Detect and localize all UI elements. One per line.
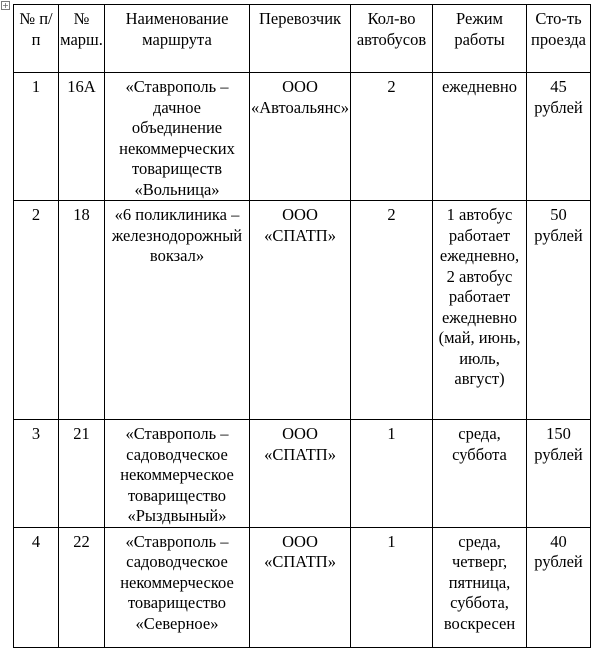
table-row	[14, 420, 591, 528]
cell-route: 22	[59, 527, 105, 647]
cell-num: 3	[14, 420, 59, 528]
cell-price: 45 рублей	[527, 73, 591, 201]
cell-num: 4	[14, 527, 59, 647]
header-buses: Кол-во автобусов	[351, 5, 433, 73]
cell-price: 50 рублей	[527, 201, 591, 420]
cell-num: 2	[14, 201, 59, 420]
cell-schedule: среда, суббота	[433, 420, 527, 528]
table-row	[14, 73, 591, 201]
cell-buses: 1	[351, 527, 433, 647]
header-row	[14, 5, 591, 73]
cell-buses: 2	[351, 201, 433, 420]
header-name: Наименование маршрута	[105, 5, 250, 73]
cell-schedule: ежедневно	[433, 73, 527, 201]
cell-name: «6 поликлиника – железнодорожный вокзал»	[105, 201, 250, 420]
header-price: Сто-ть проезда	[527, 5, 591, 73]
cell-route: 18	[59, 201, 105, 420]
cell-price: 150 рублей	[527, 420, 591, 528]
cell-carrier: ООО «СПАТП»	[250, 527, 351, 647]
cell-buses: 2	[351, 73, 433, 201]
routes-table	[13, 4, 591, 648]
header-carrier: Перевозчик	[250, 5, 351, 73]
cell-price: 40 рублей	[527, 527, 591, 647]
cell-route: 16А	[59, 73, 105, 201]
cell-name: «Ставрополь – садоводческое некоммерческое товарищество «Рыздвыный»	[105, 420, 250, 528]
cell-schedule: 1 автобус работает ежедневно, 2 автобус работает ежедневно (май, июнь, июль, август)	[433, 201, 527, 420]
cell-num: 1	[14, 73, 59, 201]
cell-carrier: ООО «СПАТП»	[250, 420, 351, 528]
cell-carrier: ООО «Автоальянс»	[250, 73, 351, 201]
table-move-handle-icon[interactable]: +	[2, 1, 9, 10]
cell-schedule: среда, четверг, пятница, суббота, воскресен	[433, 527, 527, 647]
cell-carrier: ООО «СПАТП»	[250, 201, 351, 420]
cell-route: 21	[59, 420, 105, 528]
table-row	[14, 527, 591, 647]
header-schedule: Режим работы	[433, 5, 527, 73]
cell-name: «Ставрополь – дачное объединение некоммерческих товариществ «Вольница»	[105, 73, 250, 201]
header-num: № п/п	[14, 5, 59, 73]
header-route: № марш.	[59, 5, 105, 73]
cell-name: «Ставрополь – садоводческое некоммерческое товарищество «Северное»	[105, 527, 250, 647]
cell-buses: 1	[351, 420, 433, 528]
table-row	[14, 201, 591, 420]
